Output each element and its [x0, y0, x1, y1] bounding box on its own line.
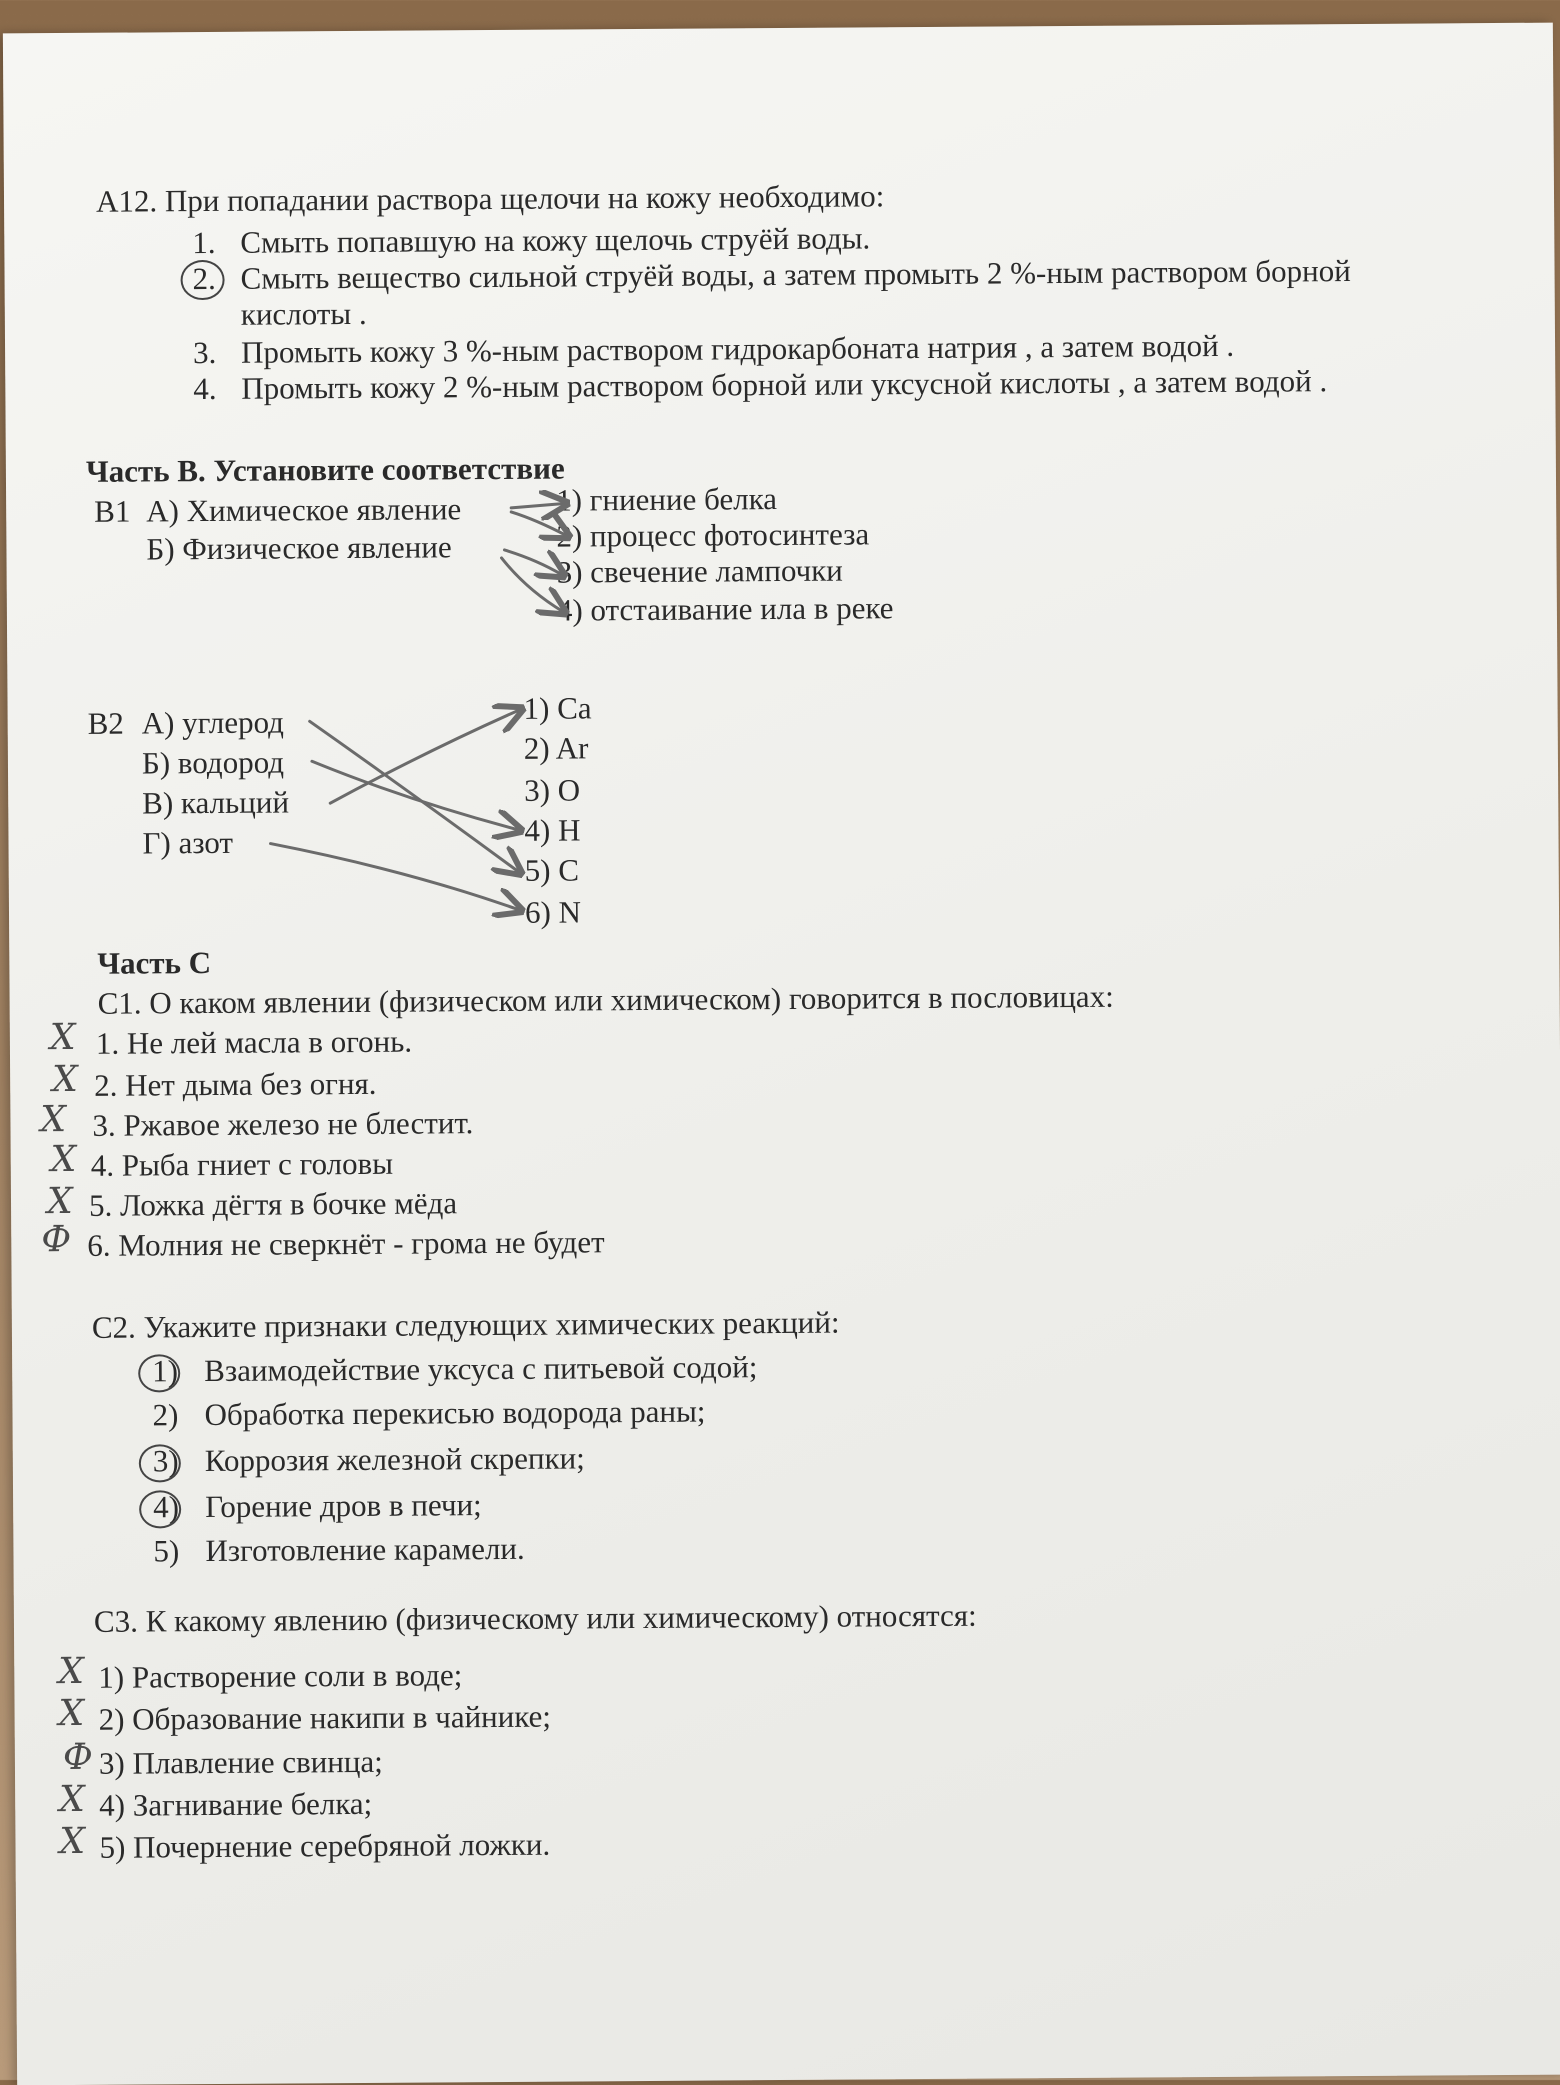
c2-item-1: Взаимодействие уксуса с питьевой содой;	[204, 1349, 758, 1389]
b1-left-a: А) Химическое явление	[146, 491, 462, 529]
c2-circle-4	[139, 1490, 181, 1528]
c1-mark-2: Х	[52, 1058, 78, 1101]
c3-item-5: 5) Почернение серебряной ложки.	[99, 1826, 551, 1865]
c1-question: С1. О каком явлении (физическом или химическом) говорится в пословицах:	[97, 978, 1114, 1021]
c2-item-5: Изготовление карамели.	[205, 1530, 525, 1569]
a12-option-4: Промыть кожу 2 %-ным раствором борной или уксусной кислоты , а затем водой .	[241, 363, 1328, 406]
c1-mark-6: Ф	[41, 1218, 72, 1261]
c1-mark-1: Х	[49, 1016, 76, 1059]
c2-item-5-num: 5)	[153, 1533, 180, 1569]
b2-right-4: 4) H	[524, 812, 581, 848]
c3-mark-3: Ф	[62, 1736, 93, 1779]
c3-item-1: 1) Растворение соли в воде;	[98, 1657, 463, 1695]
a12-option-3: Промыть кожу 3 %-ным раствором гидрокарбоната натрия , а затем водой .	[240, 327, 1235, 370]
c1-item-3: 3. Ржавое железо не блестит.	[92, 1105, 474, 1143]
a12-option-2: Смыть вещество сильной струёй воды, а затем промыть 2 %-ным раствором борной	[240, 253, 1351, 296]
c2-item-3-num: 3)	[152, 1443, 179, 1479]
c1-mark-4: Х	[50, 1138, 77, 1181]
a12-option-2-cont: кислоты .	[240, 295, 367, 332]
b1-right-4: 4) отстаивание ила в реке	[556, 590, 894, 628]
c1-item-4: 4. Рыба гниет с головы	[90, 1145, 394, 1183]
worksheet-page	[3, 23, 1560, 2085]
b1-arrow-a-1	[511, 504, 564, 508]
b2-right-1: 1) Ca	[523, 690, 592, 726]
c1-item-5: 5. Ложка дёгтя в бочке мёда	[88, 1185, 458, 1223]
c3-mark-1: Х	[58, 1650, 85, 1693]
c3-question: С3. К какому явлению (физическому или химическому) относятся:	[93, 1597, 977, 1639]
c3-item-2: 2) Образование накипи в чайнике;	[98, 1698, 552, 1737]
c3-mark-4: Х	[59, 1778, 85, 1821]
c3-mark-2: Х	[58, 1692, 85, 1735]
part-b-heading: Часть В. Установите соответствие	[85, 450, 565, 489]
c3-item-3: 3) Плавление свинца;	[98, 1743, 383, 1781]
c3-item-4: 4) Загнивание белка;	[99, 1785, 373, 1823]
c2-item-2-num: 2)	[152, 1397, 179, 1433]
a12-option-1-num: 1.	[192, 224, 216, 261]
b2-arrow-d-6	[271, 842, 519, 912]
a12-question: А12. При попадании раствора щелочи на кожу необходимо:	[95, 178, 885, 219]
b2-label: В2	[87, 705, 124, 741]
c1-mark-3: Х	[40, 1099, 67, 1141]
b2-left-a: А) углерод	[141, 704, 285, 741]
c1-item-6: 6. Молния не сверкнёт - грома не будет	[87, 1224, 605, 1263]
b1-left-b: Б) Физическое явление	[146, 529, 452, 567]
c2-circle-3	[139, 1444, 181, 1482]
c2-question: С2. Укажите признаки следующих химических реакций:	[91, 1304, 840, 1345]
c2-item-1-num: 1)	[152, 1353, 179, 1389]
c2-item-4: Горение дров в печи;	[205, 1487, 482, 1525]
b2-right-2: 2) Ar	[523, 730, 589, 766]
a12-option-4-num: 4.	[193, 370, 217, 407]
c3-mark-5: Х	[59, 1820, 86, 1863]
c1-item-2: 2. Нет дыма без огня.	[94, 1065, 377, 1103]
b1-label: В1	[94, 493, 131, 529]
c2-item-4-num: 4)	[153, 1489, 180, 1525]
c1-mark-5: Х	[46, 1180, 73, 1223]
c1-item-1: 1. Не лей масла в огонь.	[95, 1023, 413, 1061]
a12-option-1: Смыть попавшую на кожу щелочь струёй воды.	[240, 220, 871, 260]
b2-right-6: 6) N	[524, 894, 582, 930]
b2-right-3: 3) O	[524, 772, 581, 808]
a12-option-3-num: 3.	[192, 334, 217, 371]
c2-circle-1	[138, 1354, 180, 1392]
b1-right-1: 1) гниение белка	[556, 481, 778, 518]
part-c-heading: Часть С	[97, 945, 212, 981]
c2-item-3: Коррозия железной скрепки;	[204, 1440, 585, 1479]
a12-option-2-num: 2.	[192, 260, 216, 297]
b1-arrow-b-4	[502, 558, 563, 612]
b1-arrow-a-2	[511, 512, 566, 536]
b1-right-2: 2) процесс фотосинтеза	[556, 516, 870, 554]
b2-right-5: 5) C	[524, 852, 580, 888]
b2-left-c: В) кальций	[142, 784, 290, 821]
b2-left-d: Г) азот	[142, 824, 234, 861]
b1-right-3: 3) свечение лампочки	[556, 552, 843, 590]
b2-left-b: Б) водород	[141, 744, 285, 781]
c2-item-2: Обработка перекисью водорода раны;	[204, 1393, 706, 1433]
